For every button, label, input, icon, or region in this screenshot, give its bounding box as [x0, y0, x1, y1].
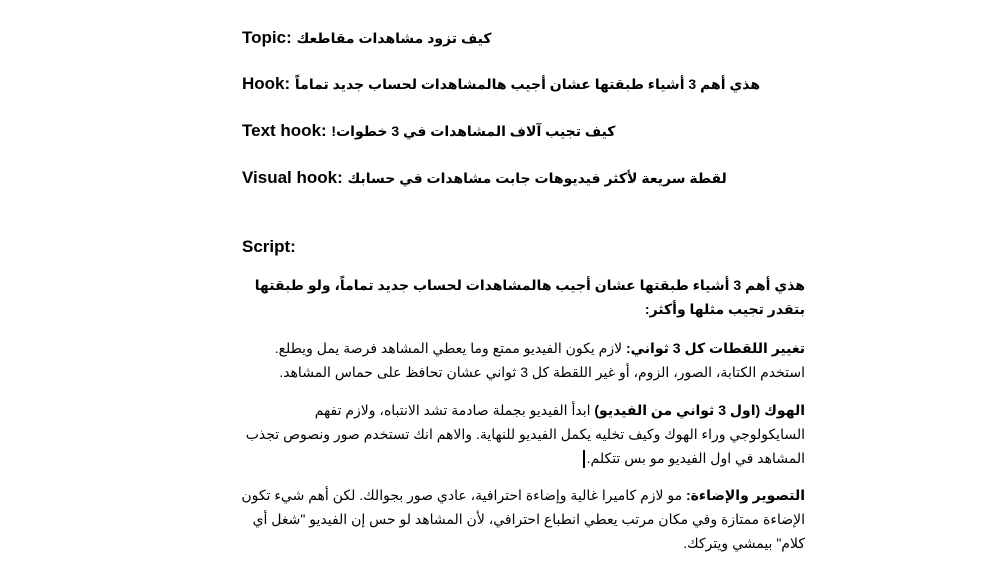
text-hook-line — [242, 121, 802, 141]
paragraph-3-body: مو لازم كاميرا غالية وإضاءة احترافية، عادي صور بجوالك. لكن أهم شيء تكون الإضاءة ممتازة وفي مكان مرتب يعطي انطباع احترافي، لأن المشاهد لو حس إن الفيديو "شغل أي كلام" بيمشي ويتركك. — [241, 487, 805, 551]
topic-line — [242, 28, 802, 48]
script-paragraph-1 — [240, 336, 805, 384]
visual-hook-label: Visual hook: — [242, 168, 343, 187]
paragraph-1-body: لازم يكون الفيديو ممتع وما يعطي المشاهد فرصة يمل ويطلع. استخدم الكتابة، الصور، الزوم، أو غير اللقطة كل 3 ثواني عشان تحافظ على حماس المشاهد. — [274, 340, 805, 380]
visual-hook-text: لقطة سريعة لأكثر فيديوهات جابت مشاهدات في حسابك — [347, 170, 727, 186]
paragraph-2-title: الهوك (اول 3 ثواني من الفيديو) — [594, 402, 805, 418]
hook-label: Hook: — [242, 74, 291, 93]
hook-text: هذي أهم 3 أشياء طبقتها عشان أجيب هالمشاهدات لحساب جديد تماماً — [294, 76, 761, 92]
paragraph-2-body: ابدأ الفيديو بجملة صادمة تشد الانتباه، ولازم تفهم السايكولوجي وراء الهوك وكيف تخليه يكمل الفيديو للنهاية. والاهم انك تستخدم صور ونصوص تجذب المشاهد في اول الفيديو مو بس تتكلم. — [245, 402, 805, 466]
text-hook-label: Text hook: — [242, 121, 327, 140]
visual-hook-line — [242, 168, 802, 188]
text-hook-text: كيف تجيب آلاف المشاهدات في 3 خطوات! — [331, 123, 616, 139]
text-cursor — [583, 450, 585, 468]
script-paragraph-3 — [240, 483, 805, 555]
hook-line — [242, 74, 802, 94]
topic-text: كيف تزود مشاهدات مقاطعك — [296, 30, 492, 46]
paragraph-3-title: التصوير والإضاءة: — [686, 487, 805, 503]
paragraph-1-title: تغيير اللقطات كل 3 ثواني: — [625, 340, 805, 356]
script-label: Script: — [242, 237, 296, 256]
script-paragraph-2 — [240, 398, 805, 470]
topic-label: Topic: — [242, 28, 292, 47]
script-intro: هذي أهم 3 أشياء طبقتها عشان أجيب هالمشاهدات لحساب جديد تماماً، ولو طبقتها بتقدر تجيب مثلها وأكثر: — [254, 277, 805, 317]
